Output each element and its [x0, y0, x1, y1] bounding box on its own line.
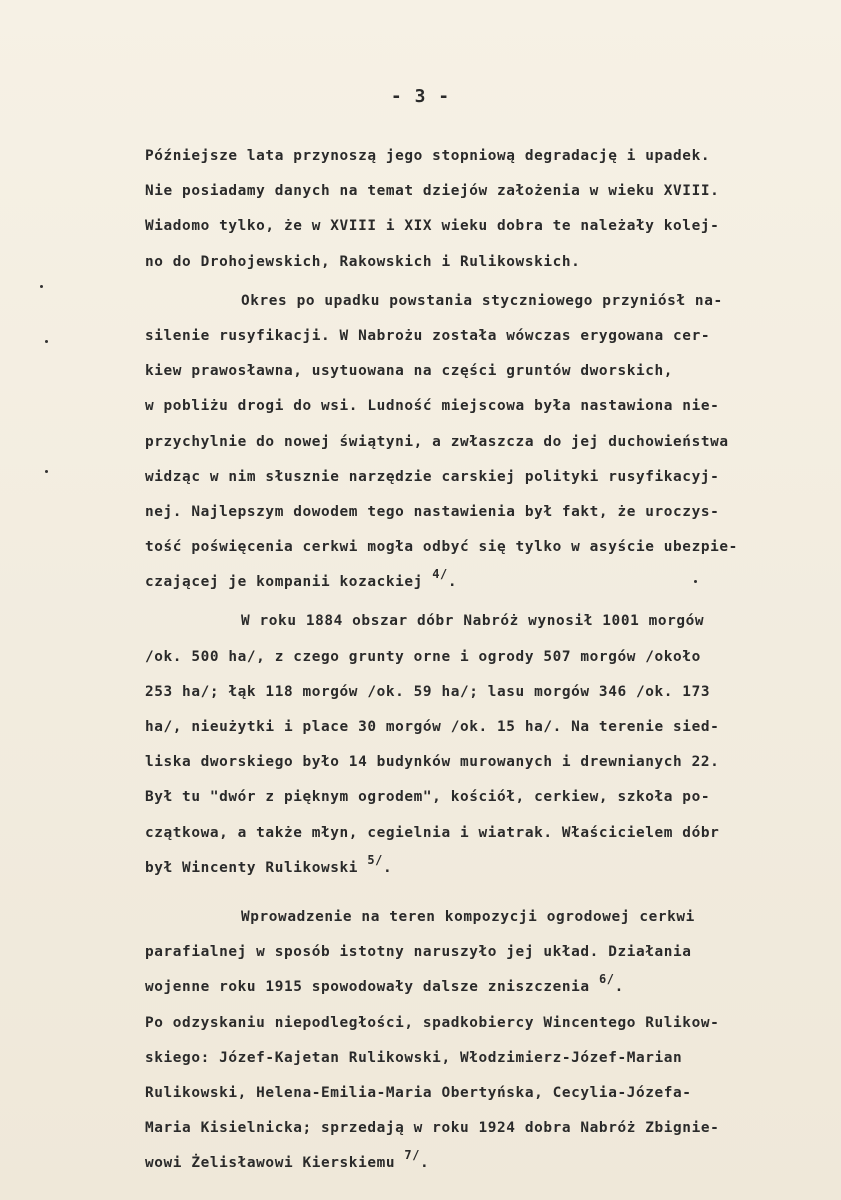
text-line: Wprowadzenie na teren kompozycji ogrodowej cerkwi [241, 908, 695, 925]
text-line: był Wincenty Rulikowski $^{5/}$. [145, 852, 393, 876]
text-line: Okres po upadku powstania styczniowego przyniósł na- [241, 292, 723, 309]
document-body [145, 139, 817, 1181]
text-line: wowi Żelisławowi Kierskiemu $^{7/}$. [145, 1148, 430, 1172]
text-line: liska dworskiego było 14 budynków murowanych i drewnianych 22. [145, 754, 720, 771]
paragraph-3 [145, 604, 817, 886]
text-line: nej. Najlepszym dowodem tego nastawienia był fakt, że uroczys- [145, 503, 720, 520]
text-line: widząc w nim słusznie narzędzie carskiej polityki rusyfikacyj- [145, 468, 720, 485]
text-line: kiew prawosławna, usytuowana na części gruntów dworskich, [145, 363, 674, 380]
text-line: Wiadomo tylko, że w XVIII i XIX wieku dobra te należały kolej- [145, 218, 720, 235]
footnote-ref: 5/ [367, 852, 383, 867]
page-number: - 3 - [390, 86, 451, 107]
footnote-ref: 4/ [432, 567, 448, 582]
paragraph-1 [145, 139, 817, 280]
margin-speck [45, 470, 48, 473]
text-line: czątkowa, a także młyn, cegielnia i wiatrak. Właścicielem dóbr [145, 824, 720, 841]
margin-speck [45, 340, 48, 343]
text-line: Maria Kisielnicka; sprzedają w roku 1924 dobra Nabróż Zbignie- [145, 1120, 720, 1137]
margin-speck [694, 580, 697, 583]
paragraph-2 [145, 284, 817, 601]
paragraph-4 [145, 900, 817, 1182]
margin-speck [40, 285, 43, 288]
text-line: wojenne roku 1915 spowodowały dalsze zniszczenia $^{6/}$. [145, 972, 624, 996]
text-line: Późniejsze lata przynoszą jego stopniową degradację i upadek. [145, 148, 711, 164]
footnote-ref: 7/ [404, 1148, 421, 1163]
text-line: parafialnej w sposób istotny naruszyło jej układ. Działania [145, 944, 692, 961]
text-line: Nie posiadamy danych na temat dziejów założenia w wieku XVIII. [145, 183, 720, 200]
text-line: Był tu "dwór z pięknym ogrodem", kościół, cerkiew, szkoła po- [145, 789, 711, 806]
text-line: 253 ha/; łąk 118 morgów /ok. 59 ha/; lasu morgów 346 /ok. 173 [145, 683, 711, 700]
text-line: w pobliżu drogi do wsi. Ludność miejscowa była nastawiona nie- [145, 398, 720, 415]
text-line: przychylnie do nowej świątyni, a zwłaszcza do jej duchowieństwa [145, 433, 729, 450]
text-line: skiego: Józef-Kajetan Rulikowski, Włodzimierz-Józef-Marian [145, 1049, 683, 1066]
text-line: silenie rusyfikacji. W Nabrożu została wówczas erygowana cer- [145, 327, 711, 344]
text-line: tość poświęcenia cerkwi mogła odbyć się tylko w asyście ubezpie- [145, 539, 738, 556]
text-line: /ok. 500 ha/, z czego grunty orne i ogrody 507 morgów /około [145, 648, 701, 665]
text-line: no do Drohojewskich, Rakowskich i Rulikowskich. [145, 253, 581, 270]
text-line: W roku 1884 obszar dóbr Nabróż wynosił 1001 morgów [241, 613, 705, 630]
text-line: Rulikowski, Helena-Emilia-Maria Obertyńska, Cecylia-Józefa- [145, 1084, 692, 1101]
text-line: Po odzyskaniu niepodległości, spadkobiercy Wincentego Rulikow- [145, 1014, 720, 1031]
footnote-ref: 6/ [598, 972, 615, 987]
text-line: czającej je kompanii kozackiej $^{4/}$. [145, 567, 458, 591]
text-line: ha/, nieużytki i place 30 morgów /ok. 15 ha/. Na terenie sied- [145, 719, 720, 735]
